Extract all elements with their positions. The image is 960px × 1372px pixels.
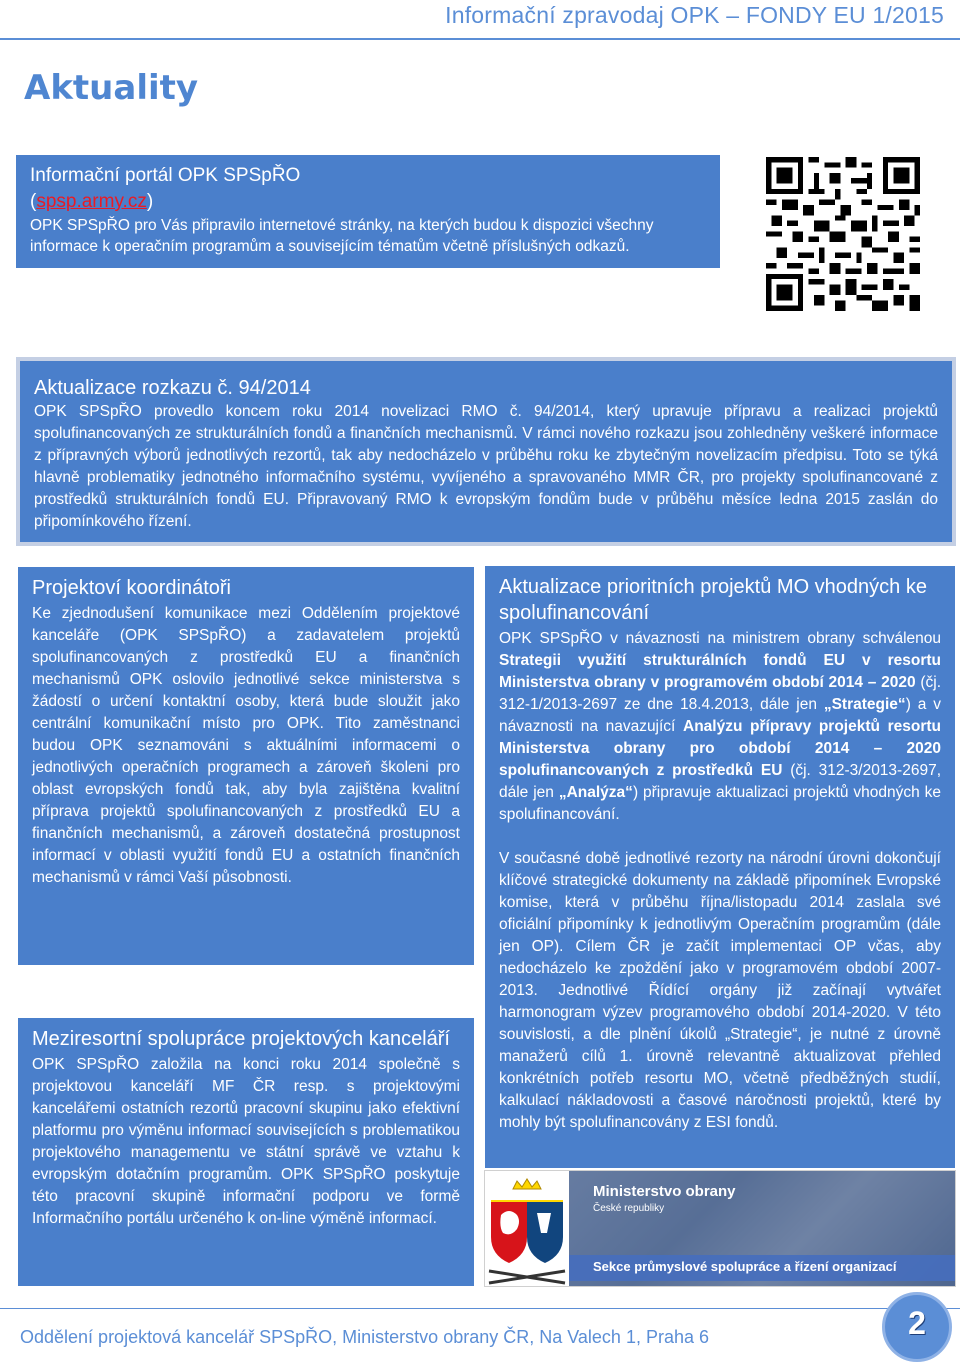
spoluprace-box [18,1018,474,1286]
rozkaz-box [16,357,956,546]
building-photo [569,1171,956,1287]
header-divider [0,38,960,40]
section-heading: Aktuality [24,68,199,108]
prioritni-p1-i: ) připravuje aktualizaci projektů vhodných ke spolufinancování. [499,784,941,823]
prioritni-p1-d: „Strategie“ [823,696,906,713]
banner-strip-text: Sekce průmyslové spolupráce a řízení organizací [593,1259,897,1274]
portal-title-open: ( [30,191,37,212]
banner-strip [569,1255,956,1281]
paragraph-gap [499,826,941,848]
portal-link[interactable]: spsp.army.cz [36,191,147,212]
prioritni-p1-h: „Analýza“ [558,784,633,801]
footer-divider [0,1308,960,1309]
rozkaz-text: OPK SPSpŘO provedlo koncem roku 2014 novelizaci RMO č. 94/2014, který upravuje přípravu a realizaci projektů spolufinancovaných ze strukturálních fondů a finančních mechanismů. V rámci nového rozkazu jsou zohledněny veškeré informace z přípravných výborů jednotlivých rezortů, tak aby nedocházelo v průběhu roku ke zbytečným novelizacím předpisu. Toto se týká hlavně problematiky jednotného informačního systému, vyvíjeného a spravovaného MMR ČR, pro projekty spolufinancované z prostředků strukturálních fondů EU. Připravovaný RMO k evropským fondům bude v průběhu měsíce ledna 2015 zaslán do připomínkového řízení. [34,403,938,530]
prioritni-paragraph-2: V současné době jednotlivé rezorty na národní úrovni dokončují klíčové strategické dokumenty na základě připomínek Evropské komise, která v průběhu října/listopadu 2014 zaslala své oficiální připomínky k jednotlivým Operačním programům (dále jen OP). Cílem ČR je začít implementaci OP včas, aby nedocházelo ke zpoždění jako v programovém období 2007-2013. Jednotlivé Řídící orgány již začínají vytvářet harmonogram výzev programového období 2014-2020. V této souvislosti, a dle plnění úkolů „Strategie“, je nutné z úrovně manažerů cílů 1. úrovně relevantně aktualizovat přehled konkrétních potřeb resortu MO, včetně předběžných studií, kalkulací nákladovosti a časové náročnosti projektů, které by mohly být spolufinancovány z ESI fondů. [499,850,941,1131]
portal-title [30,163,706,215]
ministry-title: Ministerstvo obrany [593,1183,736,1200]
ministry-banner [484,1170,956,1287]
prioritni-p1-e: ) a v návaznosti na navazující [499,696,941,735]
page-number-badge [882,1292,952,1362]
qr-code-icon[interactable] [766,157,920,311]
portal-box [16,155,720,268]
koordinatori-text: Ke zjednodušení komunikace mezi Oddělením projektové kanceláře (OPK SPSpŘO) a zadavatelem projektů spolufinancovaných z prostředků EU a finančních mechanismů OPK oslovilo jednotlivé sekce ministerstva s žádostí o určení kontaktní osoby, která bude sloužit jako centrální komunikační místo pro OPK. Tito zaměstnanci budou OPK seznamováni s aktuálními informacemi o jednotlivých operačních programech a zároveň školeni pro oblast evropských fondů tak, aby byla zajištěna kvalitní příprava projektů spolufinancovaných z prostředků EU a finančních mechanismů, a zároveň dostatečná prostupnost informací v oblasti využití fondů EU a ostatních finančních mechanismů v rámci Vaší působnosti. [32,605,460,886]
portal-title-close: ) [146,191,154,212]
prioritni-box [485,566,955,1168]
footer-text: Oddělení projektová kancelář SPSpŘO, Ministerstvo obrany ČR, Na Valech 1, Praha 6 [20,1327,710,1347]
rozkaz-title: Aktualizace rozkazu č. 94/2014 [34,377,311,399]
portal-text: OPK SPSpŘO pro Vás připravilo internetové stránky, na kterých budou k dispozici všechny informace k operačním programům a souvisejícím tématům včetně příslušných odkazů. [30,217,654,255]
spoluprace-text: OPK SPSpŘO založila na konci roku 2014 společně s projektovou kanceláří MF ČR resp. s projektovými kancelářemi ostatních rezortů pracovní skupinu jako efektivní platformu pro výměnu informací souvisejících s problematikou projektového managementu ve státní správě ve vztahu k evropským dotačním programům. OPK SPSpŘO poskytuje této pracovní skupině informační podporu ve formě Informačního portálu určeného k on-line výměně informací. [32,1056,460,1227]
prioritni-title: Aktualizace prioritních projektů MO vhodných ke spolufinancování [499,576,927,624]
ministry-subtitle: České republiky [593,1203,665,1214]
header-title: Informační zpravodaj OPK – FONDY EU 1/2015 [445,2,944,28]
koordinatori-title: Projektoví koordinátoři [32,577,231,599]
prioritni-p1-c: (čj. 312-1/2013-2697 ze dne 18.4.2013, dále jen [499,674,942,713]
spoluprace-title: Meziresortní spolupráce projektových kanceláří [32,1028,450,1050]
prioritni-p1-f: Analýzu přípravy projektů resortu Ministerstva obrany pro období 2014 – 2020 spolufinancovaných z prostředků EU [499,718,941,779]
page-number: 2 [908,1305,926,1341]
prioritni-p1-a: OPK SPSpŘO v návaznosti na ministrem obrany schválenou [499,630,941,647]
portal-title-text: Informační portál OPK SPSpŘO [30,165,301,186]
koordinatori-box [18,567,474,965]
lion-coat-of-arms-icon [485,1171,569,1287]
prioritni-p1-g: (čj. 312-3/2013-2697, dále jen [499,762,942,801]
prioritni-p1-b: Strategii využití strukturálních fondů EU v resortu Ministerstva obrany v programovém období 2014 – 2020 [499,652,941,691]
prioritni-paragraph-1 [499,628,941,826]
